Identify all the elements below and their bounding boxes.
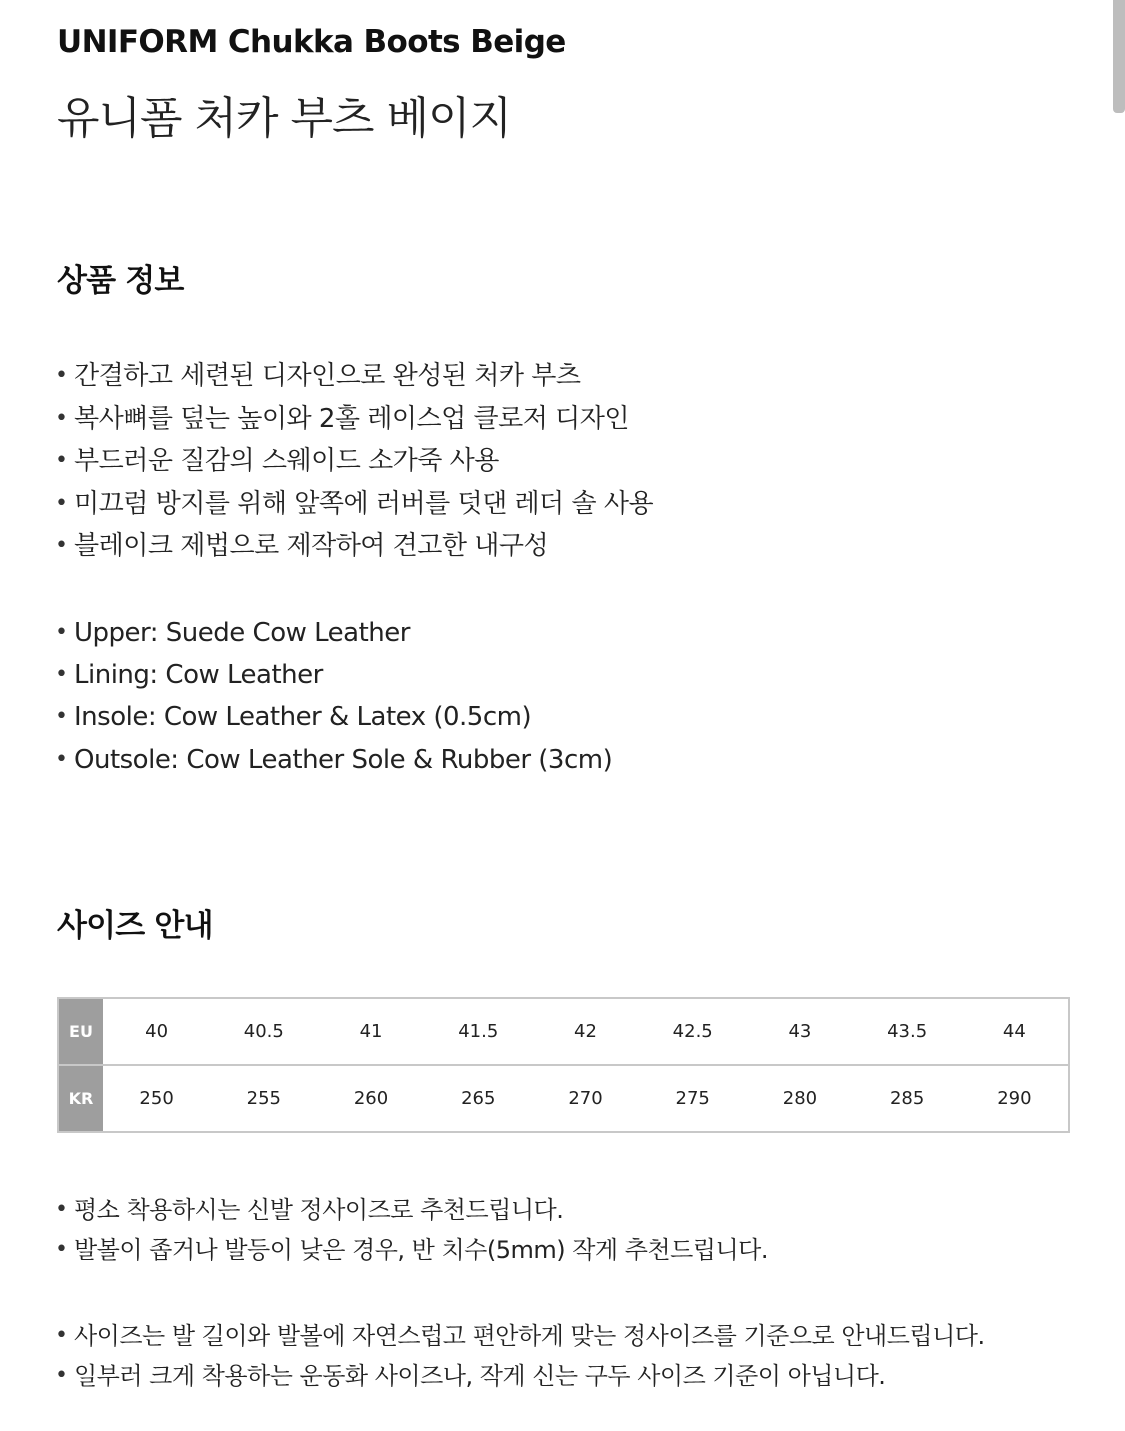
- table-cell: 285: [889, 1088, 925, 1109]
- list-item: • 블레이크 제법으로 제작하여 견고한 내구성: [52, 525, 653, 568]
- table-cell: 40.5: [243, 1021, 284, 1042]
- table-cell: 42.5: [672, 1021, 713, 1042]
- row-label-eu: EU: [59, 999, 103, 1064]
- row-cells-eu: [103, 999, 1068, 1064]
- table-row-eu: [59, 999, 1068, 1064]
- bullet-icon: •: [55, 1237, 68, 1262]
- bullet-icon: •: [55, 533, 68, 558]
- list-item: • 일부러 크게 착용하는 운동화 사이즈나, 작게 신는 구두 사이즈 기준이 아닙니다.: [52, 1356, 985, 1396]
- table-cell: 41.5: [458, 1021, 499, 1042]
- list-item: • 간결하고 세련된 디자인으로 완성된 처카 부츠: [52, 355, 653, 398]
- bullet-icon: •: [55, 746, 68, 772]
- size-table: [57, 997, 1070, 1133]
- list-item: • Lining: Cow Leather: [52, 654, 612, 696]
- feature-list: [52, 355, 653, 568]
- size-notes-list-2: [52, 1316, 985, 1396]
- table-cell: 42: [574, 1021, 597, 1042]
- product-info-heading: 상품 정보: [57, 263, 184, 299]
- table-cell: 265: [461, 1088, 496, 1109]
- product-title-en: UNIFORM Chukka Boots Beige: [57, 24, 566, 60]
- table-cell: 44: [1002, 1021, 1026, 1042]
- list-item: • Outsole: Cow Leather Sole & Rubber (3cm): [52, 739, 612, 781]
- list-item: • 발볼이 좁거나 발등이 낮은 경우, 반 치수(5mm) 작게 추천드립니다.: [52, 1230, 768, 1270]
- row-cells-kr: [103, 1066, 1068, 1131]
- scrollbar-thumb[interactable]: [1113, 0, 1125, 113]
- bullet-icon: •: [55, 1323, 68, 1348]
- bullet-icon: •: [55, 1197, 68, 1222]
- list-item: • 평소 착용하시는 신발 정사이즈로 추천드립니다.: [52, 1190, 768, 1230]
- bullet-icon: •: [55, 620, 68, 645]
- table-cell: 260: [353, 1088, 389, 1109]
- bullet-icon: •: [55, 363, 68, 388]
- list-item: • 부드러운 질감의 스웨이드 소가죽 사용: [52, 440, 653, 483]
- table-cell: 255: [246, 1088, 281, 1109]
- materials-list: [52, 612, 612, 781]
- table-cell: 290: [997, 1088, 1032, 1109]
- bullet-icon: •: [55, 490, 68, 516]
- size-guide-heading: 사이즈 안내: [57, 908, 213, 944]
- table-cell: 275: [675, 1088, 710, 1109]
- table-cell: 280: [782, 1088, 818, 1109]
- bullet-icon: •: [55, 448, 68, 473]
- bullet-icon: •: [55, 405, 68, 431]
- table-cell: 43: [788, 1021, 812, 1042]
- bullet-icon: •: [55, 1363, 68, 1388]
- table-cell: 41: [359, 1021, 383, 1042]
- list-item: • Upper: Suede Cow Leather: [52, 612, 612, 654]
- list-item: • 사이즈는 발 길이와 발볼에 자연스럽고 편안하게 맞는 정사이즈를 기준으로 안내드립니다.: [52, 1316, 985, 1356]
- table-row-kr: [59, 1064, 1068, 1131]
- list-item: • 복사뼈를 덮는 높이와 2홀 레이스업 클로저 디자인: [52, 398, 653, 441]
- table-cell: 40: [145, 1021, 169, 1042]
- table-cell: 270: [568, 1088, 603, 1109]
- list-item: • Insole: Cow Leather & Latex (0.5cm): [52, 696, 612, 738]
- product-title-ko: 유니폼 처카 부츠 베이지: [57, 93, 511, 144]
- bullet-icon: •: [55, 704, 68, 730]
- table-cell: 43.5: [887, 1021, 928, 1042]
- list-item: • 미끄럼 방지를 위해 앞쪽에 러버를 덧댄 레더 솔 사용: [52, 483, 653, 526]
- size-notes-list-1: [52, 1190, 768, 1270]
- table-cell: 250: [139, 1088, 174, 1109]
- bullet-icon: •: [55, 662, 68, 688]
- row-label-kr: KR: [59, 1066, 103, 1131]
